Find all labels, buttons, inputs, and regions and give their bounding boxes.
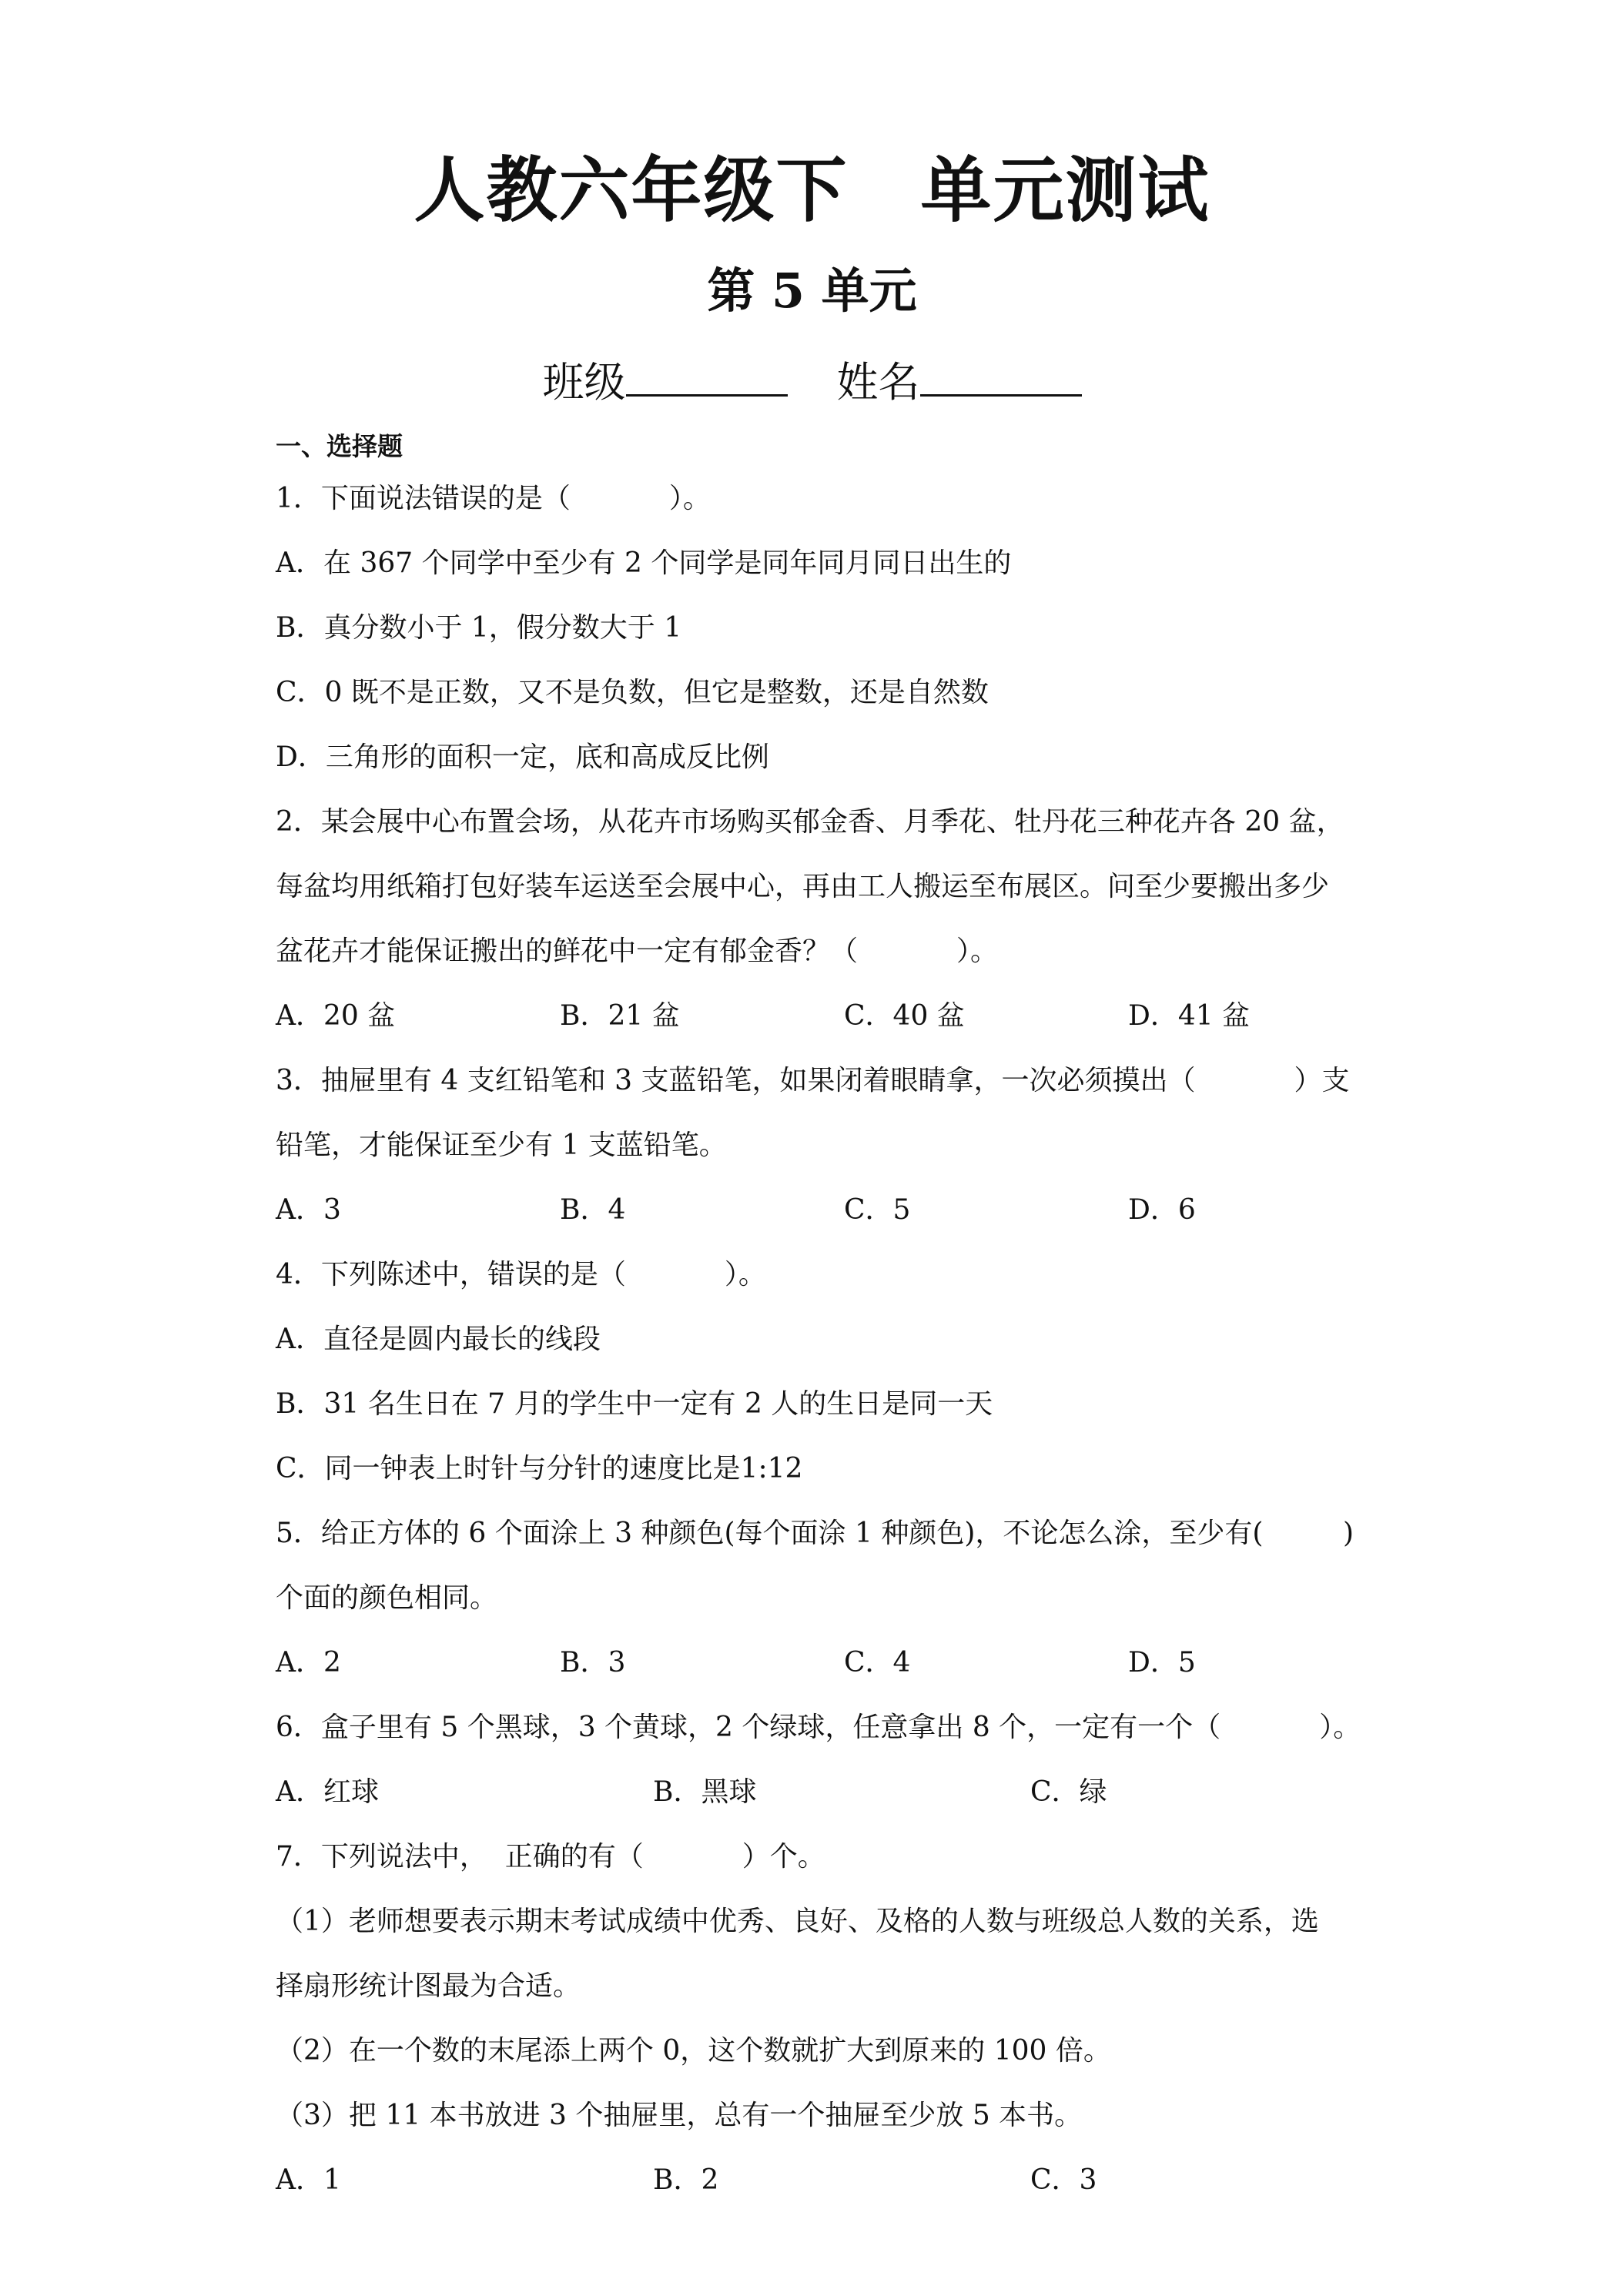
- name-blank[interactable]: [920, 353, 1082, 397]
- question-7-statement-2: （2）在一个数的末尾添上两个 0，这个数就扩大到原来的 100 倍。: [276, 2035, 1111, 2067]
- name-label: 姓名: [836, 358, 920, 407]
- section-heading: 一、选择题: [276, 431, 403, 461]
- question-2-line-2: 每盆均用纸箱打包好装车运送至会展中心，再由工人搬运至布展区。问至少要搬出多少: [276, 871, 1330, 902]
- question-6-stem: 6．盒子里有 5 个黑球，3 个黄球，2 个绿球，任意拿出 8 个，一定有一个（ ）。: [276, 1712, 1361, 1743]
- question-7-statement-1-line-2: 择扇形统计图最为合适。: [276, 1970, 581, 2002]
- question-3-option-c: C．5: [844, 1194, 911, 1226]
- student-info-line: [0, 353, 1624, 410]
- question-1-option-d: D．三角形的面积一定，底和高成反比例: [276, 741, 769, 773]
- question-7-option-a: A．1: [276, 2164, 341, 2196]
- question-5-option-c: C．4: [844, 1647, 911, 1678]
- class-blank[interactable]: [626, 353, 788, 397]
- question-2-line-3: 盆花卉才能保证搬出的鲜花中一定有郁金香？（ ）。: [276, 935, 999, 967]
- question-3-option-d: D．6: [1128, 1194, 1196, 1226]
- question-5-option-d: D．5: [1128, 1647, 1196, 1678]
- unit-subtitle: 第 5 单元: [707, 263, 917, 319]
- question-5-line-1: 5．给正方体的 6 个面涂上 3 种颜色(每个面涂 1 种颜色)，不论怎么涂，至少有( ): [276, 1518, 1354, 1549]
- question-4-option-a: A．直径是圆内最长的线段: [276, 1324, 601, 1355]
- question-5-line-2: 个面的颜色相同。: [276, 1582, 498, 1614]
- question-2-line-1: 2．某会展中心布置会场，从花卉市场购买郁金香、月季花、牡丹花三种花卉各 20 盆，: [276, 806, 1344, 838]
- question-2-option-a: A．20 盆: [276, 1000, 396, 1032]
- question-5-option-a: A．2: [276, 1647, 341, 1678]
- question-3-option-b: B．4: [560, 1194, 626, 1226]
- question-7-statement-1-line-1: （1）老师想要表示期末考试成绩中优秀、良好、及格的人数与班级总人数的关系，选: [276, 1906, 1319, 1937]
- question-4-option-c: C．同一钟表上时针与分针的速度比是1:12: [276, 1453, 803, 1484]
- question-7-stem: 7．下列说法中， 正确的有（ ）个。: [276, 1841, 825, 1873]
- class-label: 班级: [542, 358, 626, 407]
- question-1-option-c: C．0 既不是正数，又不是负数，但它是整数，还是自然数: [276, 677, 989, 708]
- question-6-option-c: C．绿: [1030, 1776, 1107, 1808]
- question-1-option-a: A．在 367 个同学中至少有 2 个同学是同年同月同日出生的: [276, 547, 1012, 579]
- question-3-line-2: 铅笔，才能保证至少有 1 支蓝铅笔。: [276, 1130, 727, 1161]
- question-3-option-a: A．3: [276, 1194, 341, 1226]
- question-2-option-b: B．21 盆: [560, 1000, 680, 1032]
- question-4-stem: 4．下列陈述中，错误的是（ ）。: [276, 1259, 766, 1290]
- question-1-stem: 1．下面说法错误的是（ ）。: [276, 483, 711, 514]
- question-4-option-b: B．31 名生日在 7 月的学生中一定有 2 人的生日是同一天: [276, 1388, 993, 1420]
- question-6-option-b: B．黑球: [653, 1776, 757, 1808]
- question-2-option-d: D．41 盆: [1128, 1000, 1251, 1032]
- question-5-option-b: B．3: [560, 1647, 626, 1678]
- question-1-option-b: B．真分数小于 1，假分数大于 1: [276, 612, 682, 644]
- question-7-option-b: B．2: [653, 2164, 719, 2196]
- question-3-line-1: 3．抽屉里有 4 支红铅笔和 3 支蓝铅笔，如果闭着眼睛拿，一次必须摸出（ ）支: [276, 1065, 1350, 1096]
- page-title: 人教六年级下 单元测试: [414, 149, 1210, 232]
- question-6-option-a: A．红球: [276, 1776, 379, 1808]
- question-7-option-c: C．3: [1030, 2164, 1097, 2196]
- question-2-option-c: C．40 盆: [844, 1000, 965, 1032]
- question-7-statement-3: （3）把 11 本书放进 3 个抽屉里，总有一个抽屉至少放 5 本书。: [276, 2100, 1083, 2131]
